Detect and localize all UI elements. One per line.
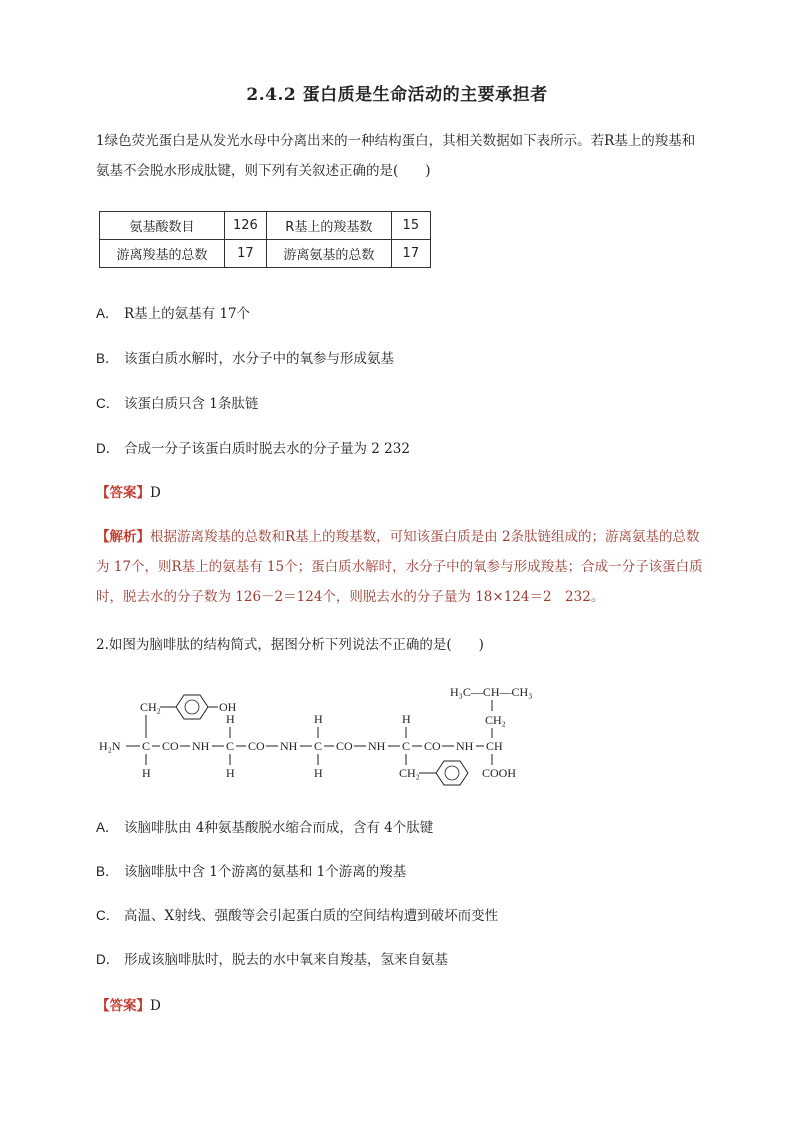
option-text: 该脑啡肽中含 1个游离的氨基和 1个游离的羧基: [124, 864, 407, 880]
option-text: 该蛋白质水解时，水分子中的氧参与形成氨基: [124, 351, 394, 367]
option-text: 该蛋白质只含 1条肽链: [124, 396, 259, 412]
option-letter: A．: [96, 306, 119, 321]
c-label: C: [142, 739, 151, 753]
nh-label: NH: [192, 739, 210, 753]
option-letter: C．: [96, 908, 120, 923]
q2-answer: [96, 996, 161, 1016]
c-label: C: [226, 739, 235, 753]
q1-option-a: [96, 304, 250, 324]
q1-option-b: [96, 349, 394, 369]
benzene-ring-icon: [176, 695, 208, 719]
answer-value: D: [150, 998, 161, 1014]
option-text: 高温、X射线、强酸等会引起蛋白质的空间结构遭到破坏而变性: [124, 908, 499, 924]
q1-answer: [96, 483, 161, 503]
option-letter: C．: [96, 396, 120, 411]
c-label: C: [402, 739, 411, 753]
ch2-label: CH₂: [485, 713, 506, 727]
option-letter: B．: [96, 351, 119, 366]
option-text: 形成该脑啡肽时，脱去的水中氧来自羧基，氢来自氨基: [124, 952, 448, 968]
h-label: H: [226, 766, 235, 780]
cooh-label: COOH: [482, 766, 517, 780]
q1-option-d: [96, 439, 410, 459]
question-1-stem: 1绿色荧光蛋白是从发光水母中分离出来的一种结构蛋白，其相关数据如下表所示。若R基上的羧基和氨基不会脱水形成肽键，则下列有关叙述正确的是( ): [96, 133, 696, 179]
table-cell: R基上的羧基数: [266, 212, 391, 240]
oh-label: OH: [219, 700, 237, 714]
table-cell: 氨基酸数目: [100, 212, 225, 240]
page-title: 2.4.2 蛋白质是生命活动的主要承担者: [246, 85, 548, 105]
option-letter: D．: [96, 952, 120, 967]
h-label: H: [402, 712, 411, 726]
c-label: C: [314, 739, 323, 753]
ch2-label: CH₂: [399, 766, 420, 780]
h-label: H: [314, 766, 323, 780]
analysis-text: 根据游离羧基的总数和R基上的羧基数，可知该蛋白质是由 2条肽链组成的；游离氨基的总数为 17个，则R基上的氨基有 15个；蛋白质水解时，水分子中的氧参与形成羧基；合成一分子该蛋白质时，脱去水的分子数为 126－2＝124个，则脱去水的分子量为 18×124＝2 232。: [96, 529, 703, 605]
table-cell: 17: [391, 240, 430, 268]
h-label: H: [314, 712, 323, 726]
ch-label: CH: [486, 739, 503, 753]
table-cell: 15: [391, 212, 430, 240]
co-label: CO: [248, 739, 265, 753]
q2-option-c: [96, 906, 498, 926]
q2-option-b: [96, 862, 406, 882]
ch2-label: CH₂: [140, 700, 161, 714]
option-letter: B．: [96, 864, 119, 879]
enkephalin-structure-diagram: [96, 680, 566, 790]
table-cell: 126: [225, 212, 267, 240]
nh-label: NH: [368, 739, 386, 753]
q2-option-d: [96, 950, 448, 970]
h-label: H: [142, 766, 151, 780]
answer-tag: 【答案】: [96, 485, 150, 501]
amino-acid-data-table: [99, 211, 431, 268]
q1-option-c: [96, 394, 258, 414]
co-label: CO: [336, 739, 353, 753]
table-cell: 游离羧基的总数: [100, 240, 225, 268]
answer-tag: 【答案】: [96, 998, 150, 1014]
isobutyl-label: H₃C—CH—CH₃: [450, 685, 533, 699]
analysis-tag: 【解析】: [96, 529, 150, 545]
table-row: [100, 240, 431, 268]
option-text: 合成一分子该蛋白质时脱去水的分子量为 2 232: [124, 441, 410, 457]
table-cell: 17: [225, 240, 267, 268]
q2-option-a: [96, 818, 433, 838]
benzene-ring-icon: [436, 761, 468, 785]
q1-analysis: [96, 522, 706, 612]
co-label: CO: [162, 739, 179, 753]
h2n-label: H₂N: [99, 739, 121, 753]
table-cell: 游离氨基的总数: [266, 240, 391, 268]
option-letter: D．: [96, 441, 120, 456]
h-label: H: [226, 712, 235, 726]
option-letter: A．: [96, 820, 119, 835]
option-text: R基上的氨基有 17个: [124, 306, 251, 322]
answer-value: D: [150, 485, 161, 501]
question-2-stem: 2.如图为脑啡肽的结构简式，据图分析下列说法不正确的是( ): [96, 637, 484, 653]
co-label: CO: [424, 739, 441, 753]
table-row: [100, 212, 431, 240]
option-text: 该脑啡肽由 4种氨基酸脱水缩合而成，含有 4个肽键: [124, 820, 434, 836]
nh-label: NH: [280, 739, 298, 753]
nh-label: NH: [456, 739, 474, 753]
